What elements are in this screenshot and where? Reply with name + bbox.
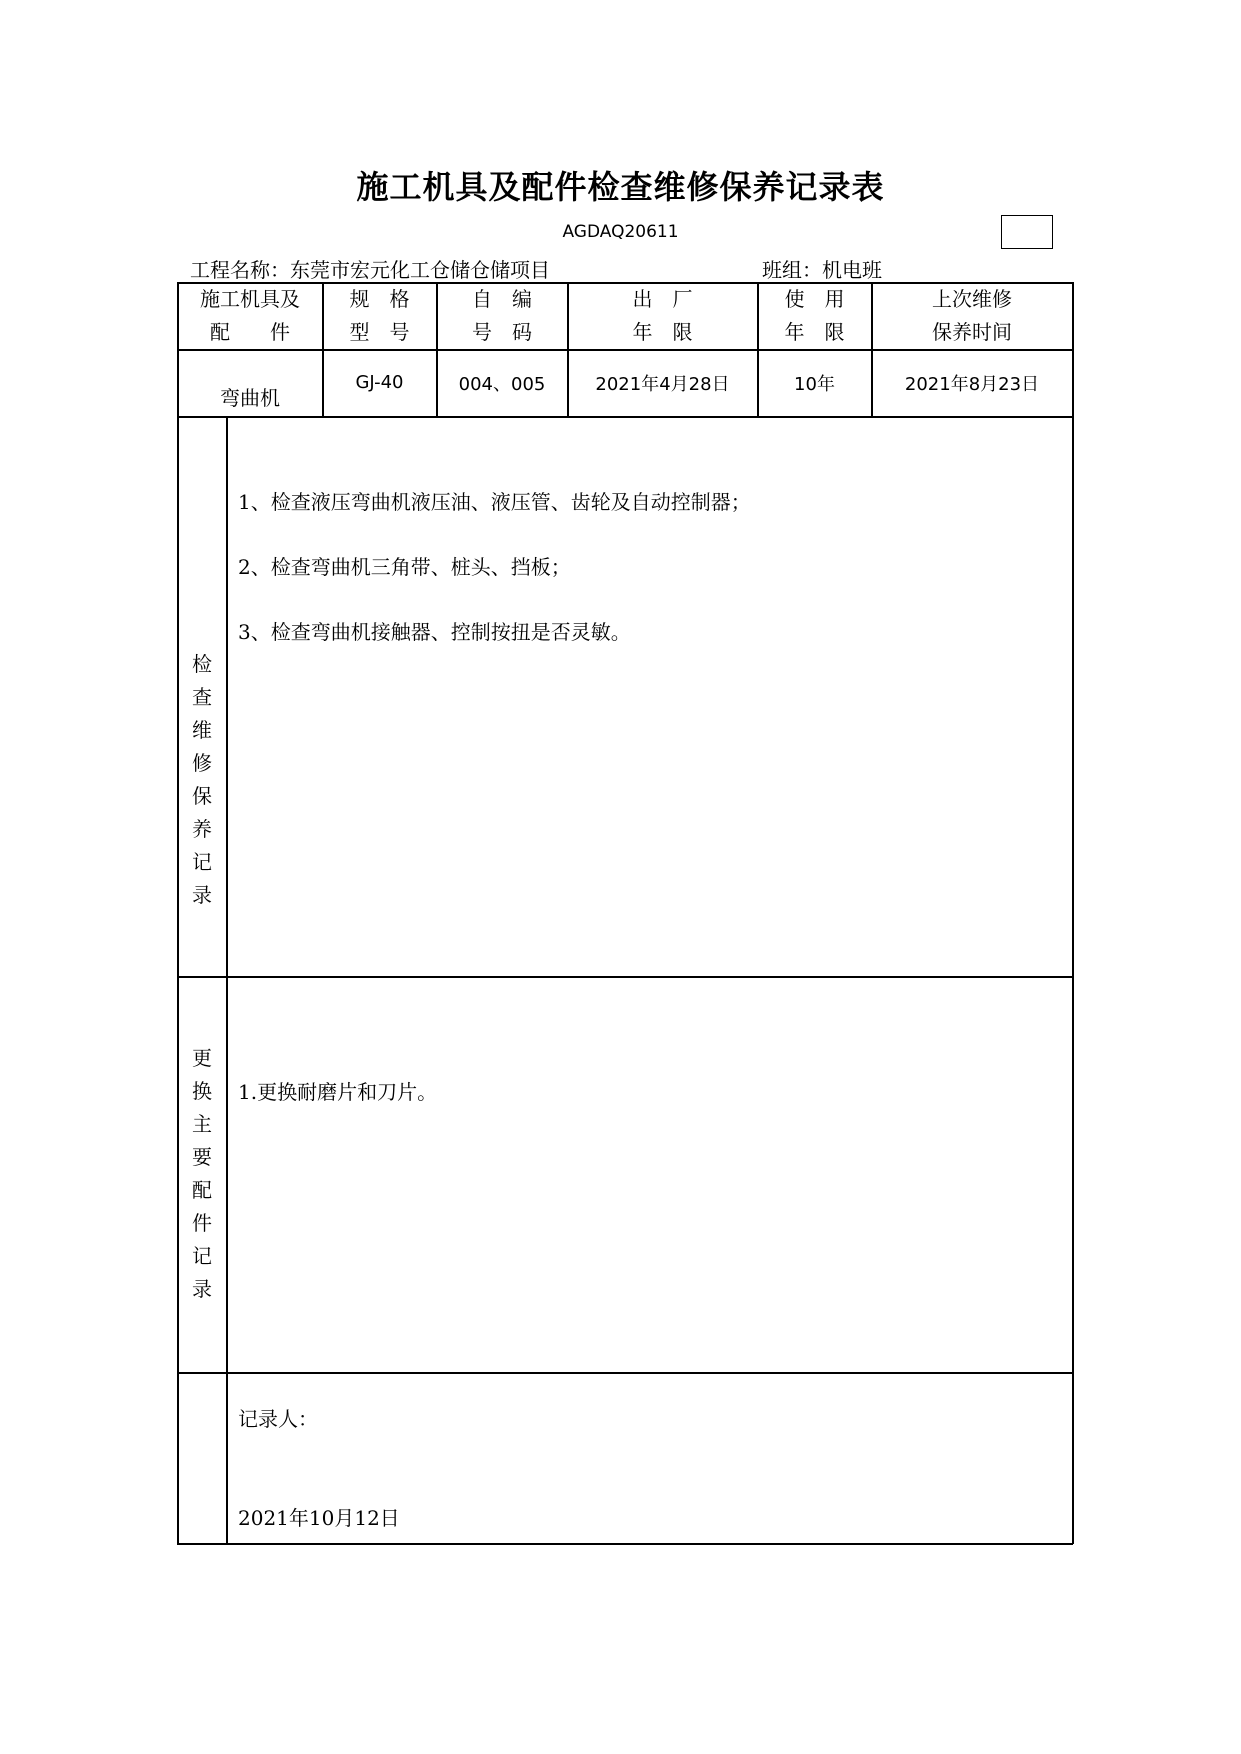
- replacement-label: 更 换 主 要 配 件 记 录: [192, 1046, 212, 1301]
- header-factory-date: 出 厂 年 限: [632, 287, 693, 344]
- header-last-maintenance: 上次维修 保养时间: [932, 287, 1012, 344]
- page-title: 施工机具及配件检查维修保养记录表: [356, 168, 885, 206]
- record-date: 2021年10月12日: [238, 1506, 400, 1530]
- service-life: 10年: [794, 374, 835, 395]
- equipment-serial: 004、005: [458, 374, 546, 395]
- last-maintenance-date: 2021年8月23日: [904, 374, 1040, 395]
- inspection-item: 1、检查液压弯曲机液压油、液压管、齿轮及自动控制器；: [238, 490, 751, 514]
- factory-date: 2021年4月28日: [595, 374, 730, 395]
- inspection-item: 3、检查弯曲机接触器、控制按扭是否灵敏。: [238, 620, 631, 644]
- header-serial: 自 编 号 码: [472, 287, 532, 344]
- project-name: 工程名称：东莞市宏元化工仓储仓储项目: [190, 258, 550, 282]
- replacement-item: 1.更换耐磨片和刀片。: [238, 1080, 438, 1104]
- form-code: AGDAQ20611: [562, 222, 679, 242]
- header-service-life: 使 用 年 限: [784, 287, 845, 344]
- inspection-label: 检 查 维 修 保 养 记 录: [192, 652, 212, 907]
- team-name: 班组：机电班: [762, 258, 882, 282]
- equipment-name: 弯曲机: [220, 386, 280, 410]
- page-number-box: [1001, 215, 1053, 249]
- recorder-label: 记录人：: [238, 1407, 318, 1431]
- header-equipment: 施工机具及 配 件: [200, 287, 300, 344]
- equipment-model: GJ-40: [355, 372, 404, 393]
- header-model: 规 格 型 号: [349, 287, 410, 344]
- inspection-item: 2、检查弯曲机三角带、桩头、挡板；: [238, 555, 571, 579]
